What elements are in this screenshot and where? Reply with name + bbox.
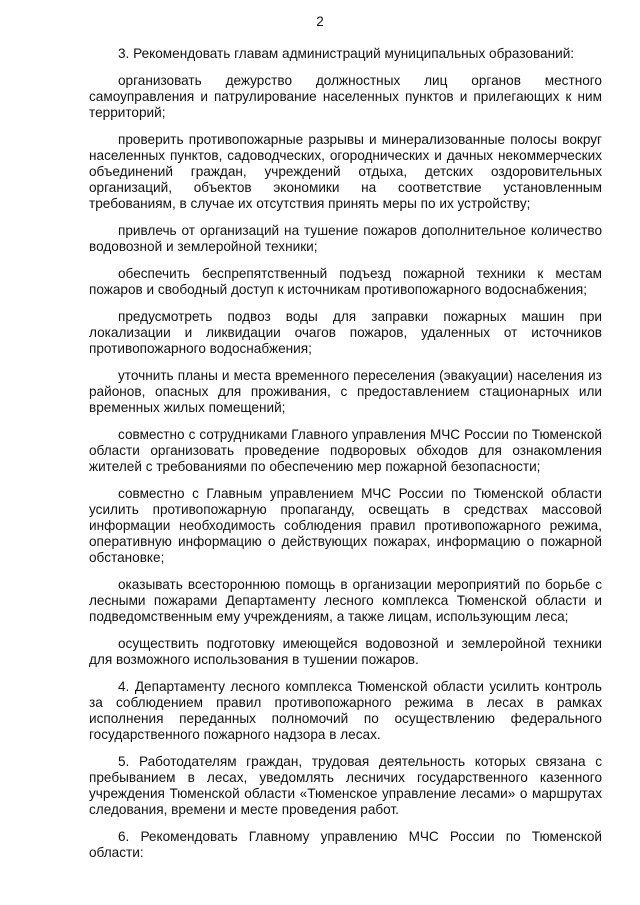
paragraph-item-5: 5. Работодателям граждан, трудовая деятельность которых связана с пребыванием в лесах, уведомлять лесничих государственного казенного учреждения Тюменской области «Тюменское управление лесами» о маршрутах следования, времени и месте проведения работ. xyxy=(89,754,602,817)
paragraph-item-3: 3. Рекомендовать главам администраций муниципальных образований: xyxy=(118,46,575,61)
paragraph-door-to-door: совместно с сотрудниками Главного управления МЧС России по Тюменской области организовать проведение подворовых обходов для ознакомления жителей с требованиями по обеспечению мер пожарной безопасности; xyxy=(89,427,602,474)
paragraph-item-6: 6. Рекомендовать Главному управлению МЧС России по Тюменской области: xyxy=(89,829,602,860)
paragraph-evacuation-plans: уточнить планы и места временного переселения (эвакуации) населения из районов, опасных для проживания, с предоставлением стационарных или временных жилых помещений; xyxy=(89,368,602,415)
paragraph-prepare-equipment: осуществить подготовку имеющейся водовозной и землеройной техники для возможного использования в тушении пожаров. xyxy=(89,636,602,667)
paragraph-ensure-access: обеспечить беспрепятственный подъезд пожарной техники к местам пожаров и свободный доступ к источникам противопожарного водоснабжения; xyxy=(89,266,602,297)
paragraph-assistance: оказывать всестороннюю помощь в организации мероприятий по борьбе с лесными пожарами Департаменту лесного комплекса Тюменской области и подведомственным ему учреждениям, а также лицам, использующим леса; xyxy=(89,577,602,624)
paragraph-duty-patrol: организовать дежурство должностных лиц органов местного самоуправления и патрулирование населенных пунктов и прилегающих к ним территорий; xyxy=(89,73,602,120)
document-body xyxy=(89,46,602,872)
paragraph-propaganda: совместно с Главным управлением МЧС России по Тюменской области усилить противопожарную пропаганду, освещать в средствах массовой информации необходимость соблюдения правил противопожарного режима, оперативную информацию о действующих пожарах, информацию о пожарной обстановке; xyxy=(89,486,602,565)
paragraph-engage-equipment: привлечь от организаций на тушение пожаров дополнительное количество водовозной и землеройной техники; xyxy=(89,223,602,254)
paragraph-item-4: 4. Департаменту лесного комплекса Тюменской области усилить контроль за соблюдением правил противопожарного режима в лесах в рамках исполнения переданных полномочий по осуществлению федерального государственного пожарного надзора в лесах. xyxy=(89,679,602,742)
page-number: 2 xyxy=(316,14,324,29)
paragraph-check-firebreaks: проверить противопожарные разрывы и минерализованные полосы вокруг населенных пунктов, садоводческих, огороднических и дачных некоммерческих объединений граждан, учреждений отдыха, детских оздоровительных организаций, объектов экономики на соответствие установленным требованиям, в случае их отсутствия принять меры по их устройству; xyxy=(89,132,602,211)
paragraph-water-delivery: предусмотреть подвоз воды для заправки пожарных машин при локализации и ликвидации очагов пожаров, удаленных от источников противопожарного водоснабжения; xyxy=(89,309,602,356)
